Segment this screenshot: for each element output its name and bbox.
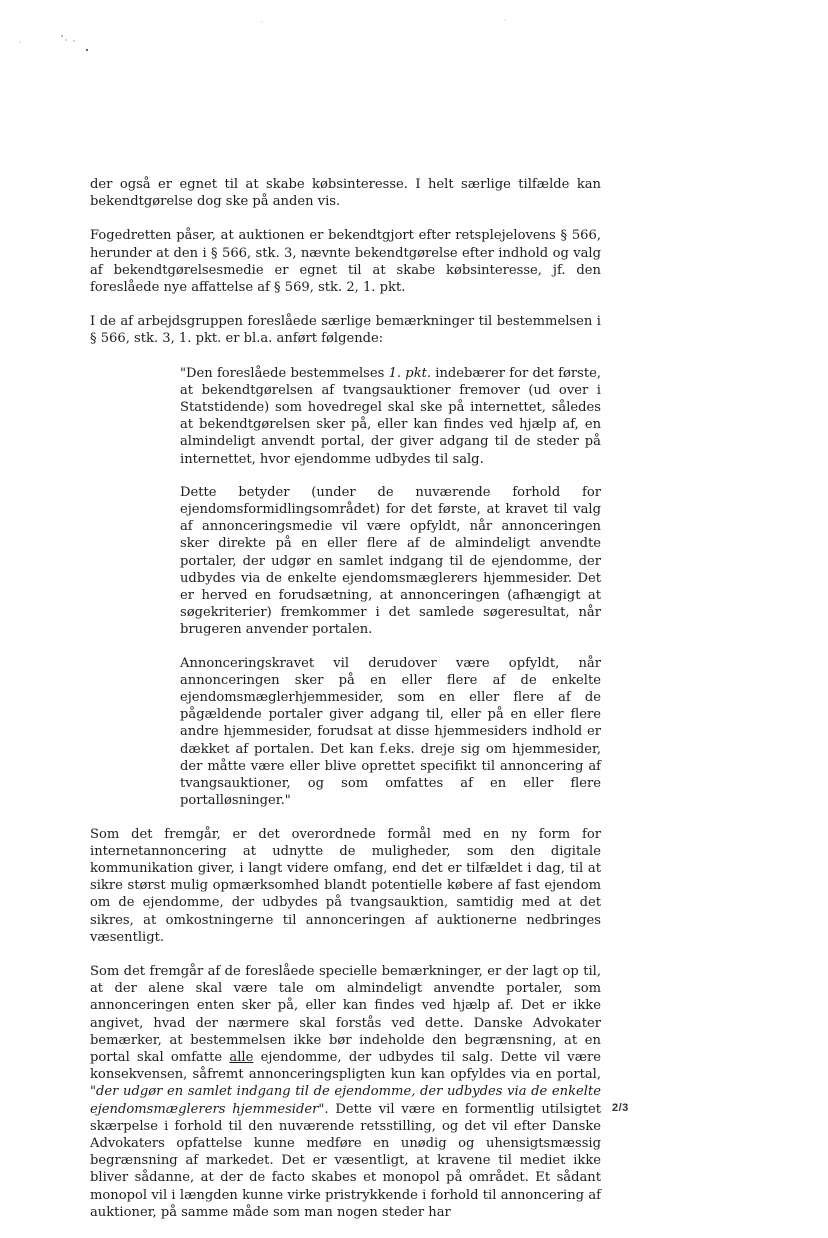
quote-paragraph-2: Dette betyder (under de nuværende forhold for ejendomsformidlingsområdet) for det første, at kravet til valg af annonceringsmedie vil være opfyldt, når annonceringen sker direkte på en eller flere af de almindeligt anvendte portaler, der udgør en samlet indgang til de ejendomme, der udbydes via de enkelte ejendomsmæglerers hjemmesider. Det er herved en forudsætning, at annonceringen (afhængigt at søgekriterier) fremkommer i det samlede søgeresultat, når brugeren anvender portalen. <box>180 484 601 638</box>
quote-text: indebærer for det første, at bekendtgørelsen af tvangsauktioner fremover (ud over i Statstidende) som hovedregel skal ske på internettet, således at bekendtgørelsen sker på, eller kan findes ved hjælp af, en almindeligt anvendt portal, der giver adgang til de steder på internettet, hvor ejendomme udbydes til salg. <box>180 365 601 467</box>
paragraph-intro: der også er egnet til at skabe købsinteresse. I helt særlige tilfælde kan bekendtgørelse dog ske på anden vis. <box>90 177 601 210</box>
paragraph-fogedretten: Fogedretten påser, at auktionen er bekendtgjort efter retsplejelovens § 566, herunder at den i § 566, stk. 3, nævnte bekendtgørelse efter indhold og valg af bekendtgørelsesmedie er egnet til at skabe købsinteresse, jf. den foreslåede nye affattelse af § 569, stk. 2, 1. pkt. <box>90 228 601 296</box>
block-quote <box>180 365 601 810</box>
quote-emphasis: 1. pkt. <box>388 365 432 381</box>
paragraph-purpose: Som det fremgår, er det overordnede formål med en ny form for internetannoncering at udnytte de muligheder, som den digitale kommunikation giver, i langt videre omfang, end det er tilfældet i dag, til at sikre størst mulig opmærksomhed blandt potentielle købere af fast ejendom om de ejendomme, der udbydes på tvangsauktion, samtidig med at det sikres, at omkostningerne til annonceringen af auktionerne nedbringes væsentligt. <box>90 826 601 945</box>
underlined-word: alle <box>229 1049 254 1065</box>
quote-text: "Den foreslåede bestemmelses <box>180 365 389 381</box>
letter-body <box>90 176 601 1238</box>
page-number: 2/3 <box>612 1102 629 1114</box>
paragraph-portals <box>90 963 601 1221</box>
body-text: Som det fremgår af de foreslåede specielle bemærkninger, er der lagt op til, at der alene skal være tale om almindeligt anvendte portaler, som annonceringen enten sker på, eller kan findes ved hjælp af. Det er ikke angivet, hvad der nærmere skal forstås ved dette. Danske Advokater bemærker, at bestemmelsen ikke bør indeholde den begrænsning, at en portal skal omfatte <box>90 963 601 1065</box>
scan-artifacts <box>0 0 828 120</box>
body-text: ejendomme, der udbydes til salg. Dette vil være konsekvensen, såfremt annonceringspligten kun kan opfyldes via en portal, <box>90 1049 602 1083</box>
quote-paragraph-3: Annonceringskravet vil derudover være opfyldt, når annonceringen sker på en eller flere af de enkelte ejendomsmæglerhjemmesider, som en eller flere af de pågældende portaler giver adgang til, eller på en eller flere andre hjemmesider, forudsat at disse hjemmesiders indhold er dækket af portalen. Det kan f.eks. dreje sig om hjemmesider, der måtte være eller blive oprettet specifikt til annoncering af tvangsauktioner, og som omfattes af en eller flere portalløsninger." <box>180 655 601 809</box>
body-text: . Dette vil være en formentlig utilsigtet skærpelse i forhold til den nuværende retsstilling, og det vil efter Danske Advokaters opfattelse kunne medføre en unødig og uhensigtsmæssig begrænsning af markedet. Det er væsentligt, at kravene til mediet ikke bliver sådanne, at der de facto skabes et monopol på området. Et sådant monopol vil i længden kunne virke pristrykkende i forhold til annoncering af auktioner, på samme måde som man nogen steder har <box>90 1101 601 1220</box>
quote-paragraph-1 <box>180 365 601 468</box>
paragraph-arbejdsgruppen: I de af arbejdsgruppen foreslåede særlige bemærkninger til bestemmelsen i § 566, stk. 3, 1. pkt. er bl.a. anført følgende: <box>90 314 601 347</box>
italic-citation: "der udgør en samlet indgang til de ejendomme, der udbydes via de enkelte ejendomsmæglerers hjemmesider" <box>90 1084 601 1117</box>
